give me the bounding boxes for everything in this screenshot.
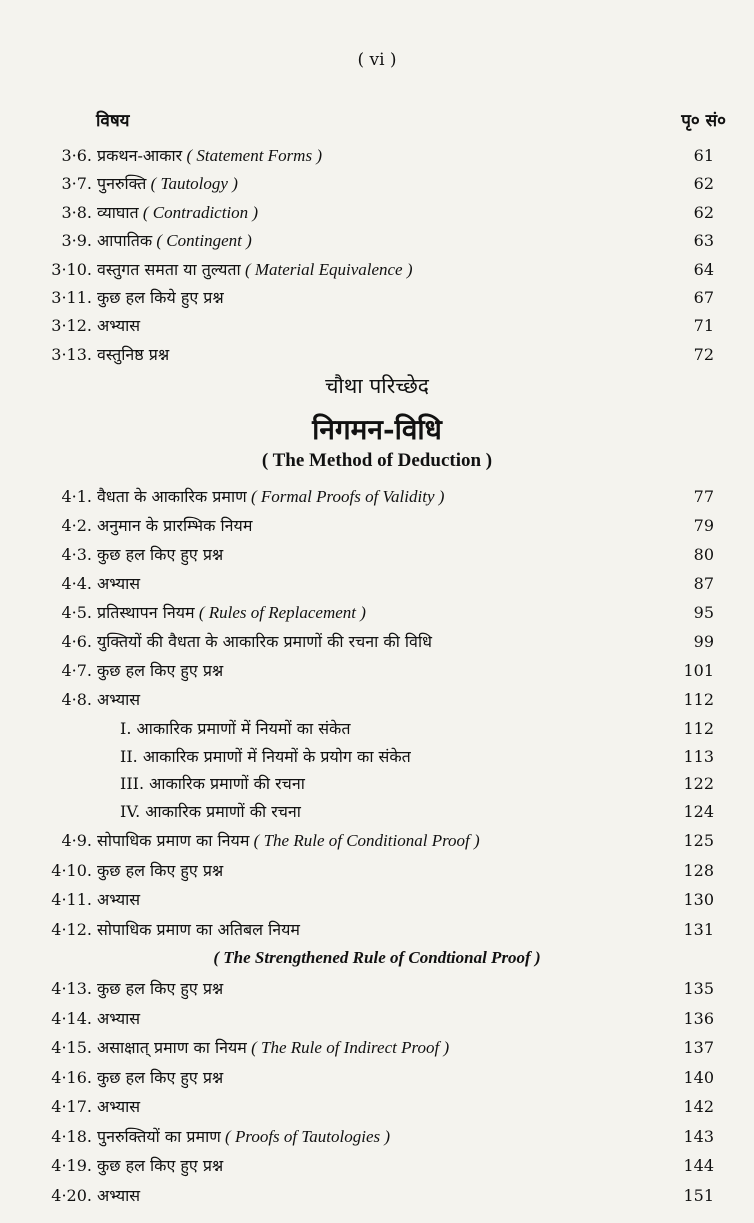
entry-title bbox=[97, 1006, 140, 1032]
toc-entry bbox=[0, 513, 754, 539]
entry-number: 4·6. bbox=[61, 632, 92, 651]
entry-number: 4·4. bbox=[61, 574, 92, 593]
chapter-label: चौथा परिच्छेद bbox=[325, 374, 429, 398]
toc-entry bbox=[0, 629, 754, 655]
entry-title bbox=[97, 600, 366, 626]
toc-entry bbox=[0, 976, 754, 1002]
toc-entry bbox=[0, 600, 754, 626]
toc-entry bbox=[0, 1153, 754, 1179]
entry-title bbox=[97, 1183, 140, 1209]
entry-title bbox=[97, 285, 224, 311]
toc-entry bbox=[0, 171, 754, 197]
entry-title bbox=[97, 828, 480, 854]
entry-page: 124 bbox=[683, 801, 714, 821]
toc-subentry bbox=[0, 716, 754, 742]
entry-title bbox=[97, 542, 223, 568]
entry-title bbox=[97, 484, 444, 510]
entry-title bbox=[97, 342, 169, 368]
entry-number: 3·11. bbox=[51, 288, 92, 307]
toc-entry bbox=[0, 1035, 754, 1061]
entry-page: 125 bbox=[683, 831, 714, 850]
entry-number: 4·2. bbox=[61, 516, 92, 535]
entry-number: 4·7. bbox=[61, 661, 92, 680]
entry-number: 4·18. bbox=[51, 1126, 92, 1146]
entry-hindi: IV. आकारिक प्रमाणों की रचना bbox=[120, 801, 301, 821]
entry-page: 144 bbox=[683, 1156, 714, 1175]
toc-entry bbox=[0, 858, 754, 884]
entry-page: 67 bbox=[693, 288, 714, 307]
toc-entry bbox=[0, 1124, 754, 1150]
entry-number: 4·19. bbox=[51, 1156, 92, 1175]
toc-entry bbox=[0, 658, 754, 684]
entry-english: ( Rules of Replacement ) bbox=[194, 603, 366, 622]
toc-subentry bbox=[0, 771, 754, 797]
entry-page: 79 bbox=[693, 516, 714, 535]
entry-number: 3·9. bbox=[61, 231, 92, 251]
entry-number: 4·1. bbox=[61, 487, 92, 506]
toc-entry bbox=[0, 1065, 754, 1091]
entry-number: 3·12. bbox=[51, 316, 92, 336]
entry-hindi: सोपाधिक प्रमाण का अतिबल नियम bbox=[97, 919, 300, 939]
entry-title bbox=[120, 716, 350, 742]
entry-number: 4·15. bbox=[51, 1038, 92, 1057]
entry-hindi: कुछ हल किए हुए प्रश्न bbox=[97, 545, 224, 564]
entry-page: 80 bbox=[693, 545, 714, 564]
entry-hindi: अभ्यास bbox=[97, 1008, 141, 1028]
entry-page: 137 bbox=[683, 1038, 714, 1057]
toc-entry bbox=[0, 887, 754, 913]
entry-english: ( Tautology ) bbox=[146, 174, 238, 194]
entry-hindi: अभ्यास bbox=[97, 316, 141, 336]
entry-page: 113 bbox=[683, 746, 714, 766]
entry-title bbox=[97, 228, 252, 254]
entry-page: 151 bbox=[683, 1185, 714, 1205]
toc-entry bbox=[0, 342, 754, 368]
entry-title bbox=[120, 799, 301, 825]
entry-title bbox=[97, 687, 140, 713]
entry-title bbox=[97, 1065, 223, 1091]
entry-title bbox=[120, 771, 305, 797]
entry-title bbox=[97, 1153, 223, 1179]
entry-hindi: प्रतिस्थापन नियम bbox=[97, 603, 195, 622]
toc-entry bbox=[0, 687, 754, 713]
entry-hindi: कुछ हल किए हुए प्रश्न bbox=[97, 1156, 224, 1175]
entry-title bbox=[97, 1124, 390, 1150]
entry-title bbox=[97, 313, 140, 339]
entry-english: ( Proofs of Tautologies ) bbox=[220, 1126, 391, 1146]
entry-hindi: वैधता के आकारिक प्रमाण bbox=[97, 487, 247, 506]
entry-page: 101 bbox=[683, 661, 714, 680]
toc-entry bbox=[0, 484, 754, 510]
entry-hindi: अभ्यास bbox=[97, 690, 141, 709]
toc-entry bbox=[0, 1006, 754, 1032]
toc-entry bbox=[0, 828, 754, 854]
entry-hindi: अभ्यास bbox=[97, 574, 141, 593]
entry-title bbox=[97, 1035, 449, 1061]
entry-number: 3·10. bbox=[51, 259, 92, 279]
entry-hindi: I. आकारिक प्रमाणों में नियमों का संकेत bbox=[120, 719, 351, 738]
entry-hindi: कुछ हल किए हुए प्रश्न bbox=[97, 979, 224, 998]
entry-page: 142 bbox=[683, 1097, 714, 1116]
entry-number: 3·8. bbox=[61, 202, 92, 222]
toc-entry bbox=[0, 1094, 754, 1120]
entry-page: 61 bbox=[693, 146, 714, 165]
entry-title bbox=[97, 629, 432, 655]
entry-page: 131 bbox=[683, 919, 714, 939]
chapter-subtitle: ( The Method of Deduction ) bbox=[261, 450, 493, 471]
entry-title bbox=[120, 744, 411, 770]
entry-hindi: पुनरुक्ति bbox=[97, 174, 147, 194]
entry-page: 112 bbox=[683, 719, 714, 738]
entry-page: 143 bbox=[683, 1126, 714, 1146]
entry-page: 122 bbox=[683, 774, 714, 793]
entry-hindi: असाक्षात् प्रमाण का नियम bbox=[97, 1038, 247, 1057]
entry-number: 4·13. bbox=[51, 979, 92, 998]
toc-subentry bbox=[0, 744, 754, 770]
toc-subentry bbox=[0, 799, 754, 825]
entry-number: 4·5. bbox=[61, 603, 92, 622]
entry-title bbox=[97, 887, 140, 913]
entry-page: 140 bbox=[683, 1067, 714, 1087]
entry-hindi: अनुमान के प्रारम्भिक नियम bbox=[97, 516, 253, 535]
entry-hindi: वस्तुनिष्ठ प्रश्न bbox=[97, 344, 170, 364]
entry-english: ( Statement Forms ) bbox=[182, 146, 322, 165]
entry-page: 128 bbox=[683, 860, 714, 880]
toc-entry bbox=[0, 571, 754, 597]
entry-page: 71 bbox=[693, 316, 714, 336]
entry-number: 4·17. bbox=[51, 1097, 92, 1116]
entry-number: 4·10. bbox=[51, 860, 92, 880]
entry-hindi: वस्तुगत समता या तुल्यता bbox=[97, 259, 241, 279]
entry-title bbox=[97, 1094, 140, 1120]
entry-hindi: II. आकारिक प्रमाणों में नियमों के प्रयोग का संकेत bbox=[120, 746, 411, 766]
entry-hindi: प्रकथन-आकार bbox=[97, 146, 183, 165]
entry-english: ( Formal Proofs of Validity ) bbox=[246, 487, 445, 506]
entry-title bbox=[97, 200, 258, 226]
entry-number: 3·6. bbox=[61, 146, 92, 165]
toc-entry bbox=[0, 285, 754, 311]
entry-english: ( The Rule of Indirect Proof ) bbox=[246, 1038, 450, 1057]
entry-hindi: III. आकारिक प्रमाणों की रचना bbox=[120, 774, 305, 793]
entry-title bbox=[97, 571, 140, 597]
entry-number: 4·20. bbox=[51, 1185, 92, 1205]
entry-hindi: कुछ हल किये हुए प्रश्न bbox=[97, 288, 224, 307]
toc-entry bbox=[0, 1183, 754, 1209]
entry-number: 4·12. bbox=[51, 919, 92, 939]
entry-title bbox=[97, 143, 322, 169]
entry-title bbox=[97, 513, 252, 539]
entry-hindi: युक्तियों की वैधता के आकारिक प्रमाणों की रचना की विधि bbox=[97, 632, 432, 651]
entry-page: 99 bbox=[693, 632, 714, 651]
entry-english: ( Material Equivalence ) bbox=[240, 259, 413, 279]
entry-number: 3·7. bbox=[61, 174, 92, 194]
toc-entry bbox=[0, 313, 754, 339]
entry-page: 95 bbox=[693, 603, 714, 622]
entry-hindi: सोपाधिक प्रमाण का नियम bbox=[97, 831, 250, 850]
entry-page: 63 bbox=[693, 231, 714, 251]
entry-page: 136 bbox=[683, 1008, 714, 1028]
toc-entry bbox=[0, 200, 754, 226]
entry-page: 72 bbox=[693, 344, 714, 364]
entry-title bbox=[97, 257, 413, 283]
entry-page: 87 bbox=[693, 574, 714, 593]
entry-hindi: व्याघात bbox=[97, 202, 139, 222]
entry-page: 77 bbox=[693, 487, 714, 506]
page-heading: पृ० सं० bbox=[681, 111, 726, 131]
entry-page: 112 bbox=[683, 690, 714, 709]
entry-continuation: ( The Strengthened Rule of Condtional Proof ) bbox=[213, 948, 541, 967]
entry-hindi: कुछ हल किए हुए प्रश्न bbox=[97, 1067, 224, 1087]
entry-number: 4·8. bbox=[61, 690, 92, 709]
toc-entry bbox=[0, 542, 754, 568]
chapter-title: निगमन-विधि bbox=[312, 413, 442, 446]
entry-page: 62 bbox=[693, 202, 714, 222]
entry-title bbox=[97, 171, 238, 197]
entry-number: 3·13. bbox=[51, 344, 92, 364]
entry-title bbox=[97, 658, 223, 684]
entry-number: 4·9. bbox=[61, 831, 92, 850]
entry-page: 64 bbox=[693, 259, 714, 279]
entry-number: 4·11. bbox=[51, 890, 92, 909]
entry-hindi: कुछ हल किए हुए प्रश्न bbox=[97, 860, 224, 880]
entry-hindi: आपातिक bbox=[97, 231, 153, 251]
entry-number: 4·16. bbox=[51, 1067, 92, 1087]
entry-title bbox=[97, 976, 223, 1002]
entry-title bbox=[97, 858, 223, 884]
entry-hindi: पुनरुक्तियों का प्रमाण bbox=[97, 1126, 221, 1146]
entry-number: 4·14. bbox=[51, 1008, 92, 1028]
page-number: ( vi ) bbox=[357, 50, 397, 70]
subject-heading: विषय bbox=[96, 111, 130, 131]
entry-title bbox=[97, 917, 300, 943]
entry-page: 62 bbox=[693, 174, 714, 194]
toc-entry bbox=[0, 257, 754, 283]
entry-hindi: कुछ हल किए हुए प्रश्न bbox=[97, 661, 224, 680]
entry-english: ( Contradiction ) bbox=[138, 202, 259, 222]
toc-entry bbox=[0, 143, 754, 169]
entry-hindi: अभ्यास bbox=[97, 890, 141, 909]
entry-english: ( The Rule of Conditional Proof ) bbox=[249, 831, 480, 850]
entry-hindi: अभ्यास bbox=[97, 1097, 141, 1116]
toc-entry bbox=[0, 228, 754, 254]
toc-entry bbox=[0, 917, 754, 943]
entry-page: 130 bbox=[683, 890, 714, 909]
entry-english: ( Contingent ) bbox=[152, 231, 252, 251]
entry-number: 4·3. bbox=[61, 545, 92, 564]
entry-hindi: अभ्यास bbox=[97, 1185, 141, 1205]
entry-page: 135 bbox=[683, 979, 714, 998]
